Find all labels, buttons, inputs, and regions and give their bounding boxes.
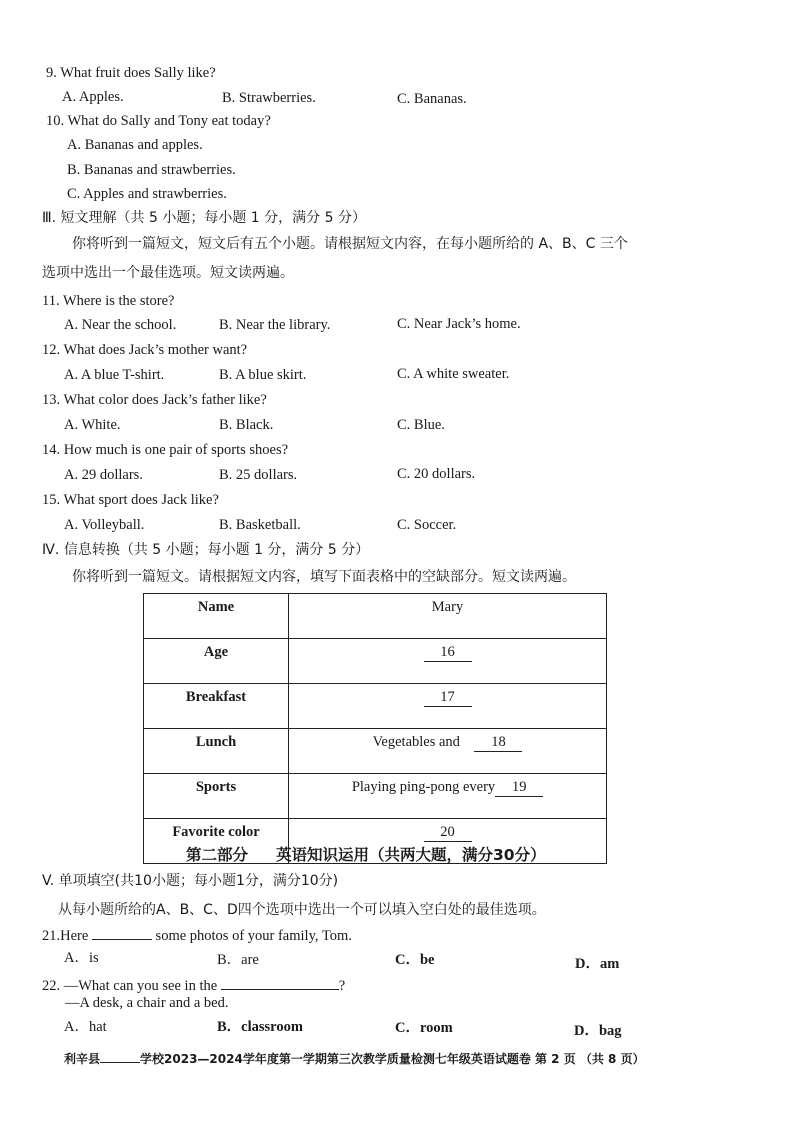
question-14-stem: 14. How much is one pair of sports shoes? <box>42 442 289 458</box>
row-value <box>289 729 607 774</box>
q21-option-d-text: D．am <box>575 956 620 972</box>
section-3-instructions-1: 你将听到一篇短文，短文后有五个小题。请根据短文内容，在每小题所给的 A、B、C 三个 <box>72 236 628 252</box>
q22-option-b <box>217 1018 303 1036</box>
q10-option-b: B. Bananas and strawberries. <box>67 162 236 178</box>
section-4-title: Ⅳ. 信息转换（共 5 小题；每小题 1 分，满分 5 分） <box>42 542 370 558</box>
q22-option-d <box>574 1022 622 1040</box>
q12-option-b: B. A blue skirt. <box>219 367 307 383</box>
question-12-stem: 12. What does Jack’s mother want? <box>42 342 248 358</box>
q9-option-a: A. Apples. <box>62 89 124 105</box>
row-value <box>289 594 607 639</box>
table-row <box>144 774 607 819</box>
row-label: Sports <box>144 774 289 819</box>
row-label: Favorite color <box>144 819 289 864</box>
footer-text: 学校2023—2024学年度第一学期第三次教学质量检测七年级英语试题卷 第 2 页 （共 8 页） <box>140 1052 645 1066</box>
question-13-stem: 13. What color does Jack’s father like? <box>42 392 267 408</box>
table-row <box>144 639 607 684</box>
section-5-title: V. 单项填空(共10小题；每小题1分，满分10分) <box>42 873 339 889</box>
q12-option-c: C. A white sweater. <box>397 366 510 382</box>
q10-option-a: A. Bananas and apples. <box>67 137 203 153</box>
row-value <box>289 684 607 729</box>
question-22-reply: —A desk, a chair and a bed. <box>65 995 229 1011</box>
q15-option-b: B. Basketball. <box>219 517 301 533</box>
q21-stem-end: some photos of your family, Tom. <box>155 928 352 944</box>
q22-stem-end: ? <box>338 978 346 994</box>
question-11-stem: 11. Where is the store? <box>42 293 175 309</box>
row-value-text: Vegetables and <box>372 734 460 750</box>
row-label: Age <box>144 639 289 684</box>
row-label: Lunch <box>144 729 289 774</box>
q22-option-a: A．hat <box>64 1019 107 1035</box>
row-label: Breakfast <box>144 684 289 729</box>
part-2-title: 英语知识运用（共两大题，满分30分） <box>276 846 546 864</box>
part-2-heading <box>186 843 546 865</box>
q9-option-b: B. Strawberries. <box>222 90 316 106</box>
blank-16: 16 <box>424 644 472 662</box>
question-21-stem <box>42 925 352 945</box>
blank-17: 17 <box>424 689 472 707</box>
q21-option-d <box>575 955 619 973</box>
q21-option-c <box>395 951 434 969</box>
q11-option-b: B. Near the library. <box>219 317 331 333</box>
q13-option-c: C. Blue. <box>397 417 445 433</box>
q22-option-c-text: C．room <box>395 1020 453 1036</box>
table-row <box>144 594 607 639</box>
q21-blank <box>92 925 152 940</box>
q21-option-b: B．are <box>217 952 259 968</box>
question-22-stem <box>42 975 345 995</box>
q21-stem-start: 21.Here <box>42 928 89 944</box>
q14-option-b: B. 25 dollars. <box>219 467 298 483</box>
q9-option-c: C. Bananas. <box>397 91 467 107</box>
q15-option-c: C. Soccer. <box>397 517 457 533</box>
section-4-instructions: 你将听到一篇短文。请根据短文内容，填写下面表格中的空缺部分。短文读两遍。 <box>72 569 576 585</box>
info-table <box>143 593 607 864</box>
q11-option-a: A. Near the school. <box>64 317 177 333</box>
question-9-stem: 9. What fruit does Sally like? <box>46 65 216 81</box>
footer-county: 利辛县 <box>64 1052 101 1066</box>
row-label: Name <box>144 594 289 639</box>
blank-18: 18 <box>474 734 522 752</box>
q14-option-a: A. 29 dollars. <box>64 467 143 483</box>
row-value-text: Playing ping-pong every <box>351 779 496 795</box>
section-5-instructions: 从每小题所给的A、B、C、D四个选项中选出一个可以填入空白处的最佳选项。 <box>58 902 546 918</box>
q14-option-c: C. 20 dollars. <box>397 466 476 482</box>
q21-option-c-text: C．be <box>395 952 435 968</box>
question-15-stem: 15. What sport does Jack like? <box>42 492 219 508</box>
q21-option-a: A．is <box>64 950 99 966</box>
table-row <box>144 684 607 729</box>
q22-option-b-text: B．classroom <box>217 1019 303 1035</box>
q13-option-a: A. White. <box>64 417 121 433</box>
q11-option-c: C. Near Jack’s home. <box>397 316 521 332</box>
q22-option-c <box>395 1019 453 1037</box>
section-3-instructions-2: 选项中选出一个最佳选项。短文读两遍。 <box>42 265 294 281</box>
q10-option-c: C. Apples and strawberries. <box>67 186 227 202</box>
row-value <box>289 774 607 819</box>
q15-option-a: A. Volleyball. <box>64 517 145 533</box>
blank-19: 19 <box>495 779 543 797</box>
footer-school-blank <box>100 1051 140 1063</box>
question-10-stem: 10. What do Sally and Tony eat today? <box>46 113 271 129</box>
page-footer <box>64 1050 645 1067</box>
q13-option-b: B. Black. <box>219 417 274 433</box>
table-row <box>144 729 607 774</box>
blank-20: 20 <box>424 824 472 842</box>
q22-stem-start: 22. —What can you see in the <box>42 978 218 994</box>
q22-option-d-text: D．bag <box>574 1023 622 1039</box>
row-value-text: Mary <box>431 599 464 615</box>
section-3-title: Ⅲ. 短文理解（共 5 小题；每小题 1 分，满分 5 分） <box>42 210 366 226</box>
q12-option-a: A. A blue T-shirt. <box>64 367 165 383</box>
part-2-label: 第二部分 <box>186 846 249 864</box>
row-value <box>289 639 607 684</box>
q22-blank <box>221 975 339 990</box>
